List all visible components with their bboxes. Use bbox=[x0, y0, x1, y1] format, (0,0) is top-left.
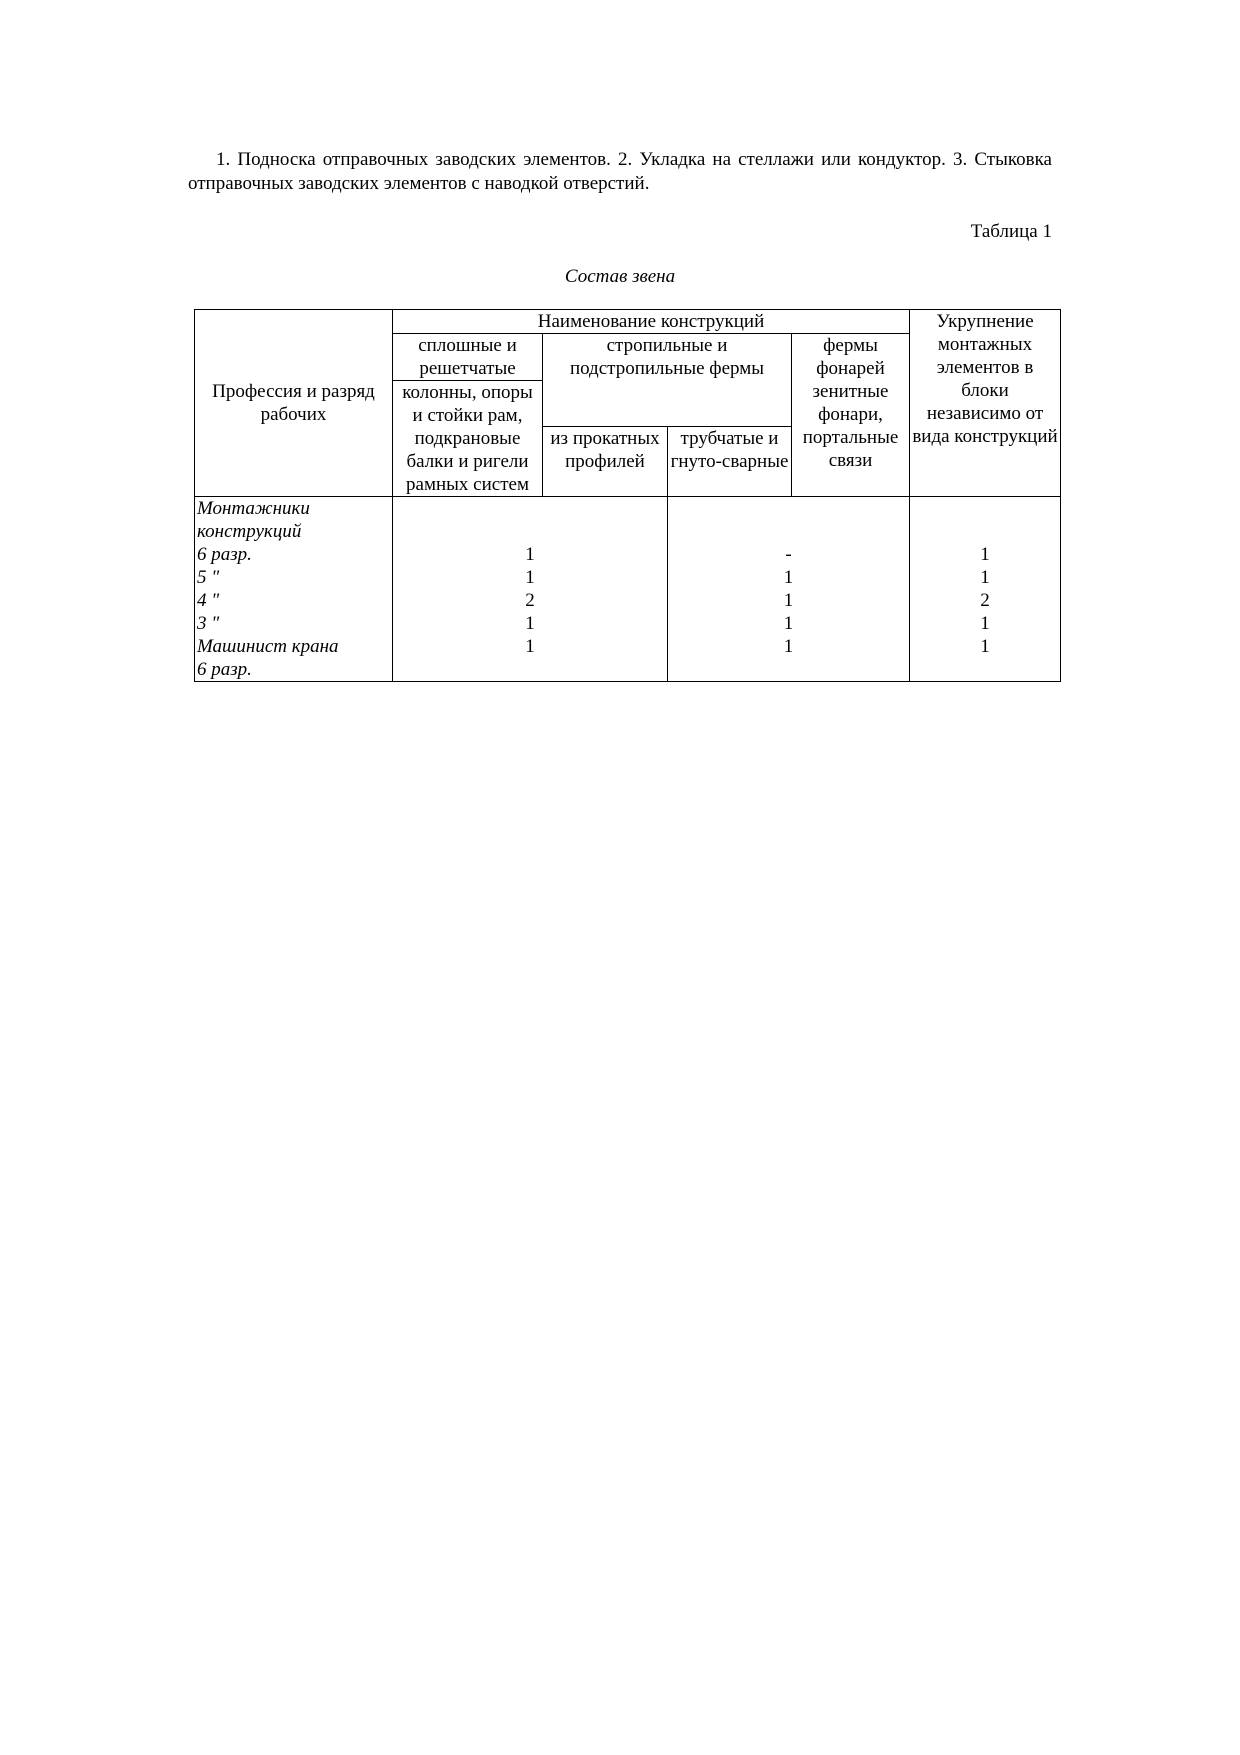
value-cell: 1 bbox=[980, 613, 990, 634]
values-col2 bbox=[668, 497, 910, 682]
row-label: 5 " bbox=[197, 567, 220, 588]
header-col2a: из прокатных профилей bbox=[543, 427, 668, 497]
header-col2-top: стропильные и подстропильные фермы bbox=[543, 334, 792, 427]
value-cell bbox=[670, 658, 907, 681]
table-number: Таблица 1 bbox=[970, 221, 1052, 242]
value-cell: 1 bbox=[783, 567, 794, 588]
value-cell bbox=[670, 520, 907, 543]
header-enlargement: Укрупнение монтажных элементов в блоки независимо от вида конструкций bbox=[910, 310, 1061, 497]
value-cell: 2 bbox=[980, 590, 990, 611]
value-cell bbox=[912, 658, 1058, 681]
value-cell: 1 bbox=[980, 544, 990, 565]
intro-paragraph: 1. Подноска отправочных заводских элементов. 2. Укладка на стеллажи или кондуктор. 3. Стыковка отправочных заводских элементов с наводкой отверстий. bbox=[188, 149, 1052, 194]
value-cell: 1 bbox=[980, 636, 990, 657]
row-label: Монтажники bbox=[197, 498, 310, 519]
row-label: 6 разр. bbox=[197, 659, 252, 680]
value-cell bbox=[395, 658, 665, 681]
header-col3: фермы фонарей зенитные фонари, портальные связи bbox=[792, 334, 910, 497]
row-label: 3 " bbox=[197, 613, 220, 634]
row-label: конструкций bbox=[197, 521, 302, 542]
row-label: 4 " bbox=[197, 590, 220, 611]
value-cell bbox=[670, 497, 907, 520]
value-cell: 1 bbox=[783, 590, 794, 611]
row-label: 6 разр. bbox=[197, 544, 252, 565]
value-cell: 1 bbox=[525, 613, 535, 634]
header-col2b: трубчатые и гнуто-сварные bbox=[668, 427, 792, 497]
value-cell bbox=[395, 520, 665, 543]
row-label: Машинист крана bbox=[197, 636, 339, 657]
value-cell: 1 bbox=[525, 544, 535, 565]
row-labels-cell bbox=[195, 497, 393, 682]
value-cell: 1 bbox=[783, 613, 794, 634]
header-constructions: Наименование конструкций bbox=[393, 310, 910, 334]
value-cell bbox=[395, 497, 665, 520]
value-cell: 1 bbox=[525, 636, 535, 657]
header-col1-bottom: колонны, опоры и стойки рам, подкрановые балки и ригели рамных систем bbox=[393, 381, 543, 497]
header-profession: Профессия и разряд рабочих bbox=[195, 310, 393, 497]
value-cell bbox=[912, 497, 1058, 520]
header-col1-top: сплошные и решетчатые bbox=[393, 334, 543, 381]
values-col1 bbox=[393, 497, 668, 682]
value-cell: - bbox=[785, 544, 792, 565]
value-cell: 1 bbox=[525, 567, 535, 588]
table-caption: Состав звена bbox=[564, 266, 676, 287]
value-cell: 1 bbox=[980, 567, 990, 588]
value-cell: 1 bbox=[783, 636, 794, 657]
values-col3 bbox=[910, 497, 1061, 682]
crew-composition-table bbox=[194, 309, 1061, 682]
value-cell: 2 bbox=[525, 590, 535, 611]
value-cell bbox=[912, 520, 1058, 543]
